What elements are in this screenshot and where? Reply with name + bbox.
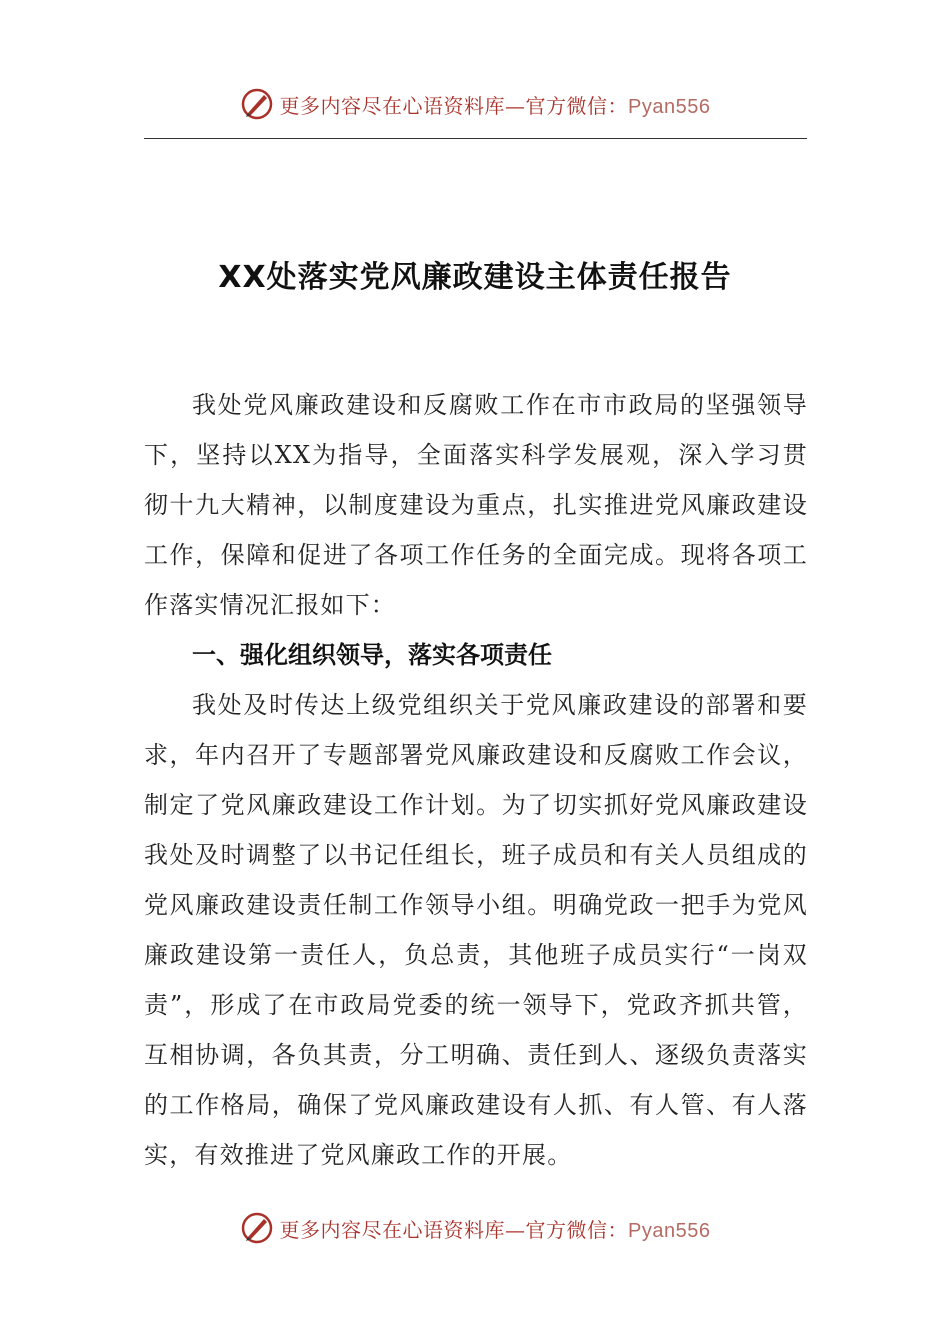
header-rule — [144, 138, 807, 139]
wechat-id: Pyan556 — [628, 95, 711, 118]
document-title: XX处落实党风廉政建设主体责任报告 — [218, 260, 732, 295]
banner-text: 更多内容尽在心语资料库—官方微信：Pyan556 — [279, 93, 711, 118]
section-heading: 一、强化组织领导，落实各项责任 — [192, 641, 552, 669]
footer-banner — [0, 1206, 950, 1250]
banner-text: 更多内容尽在心语资料库—官方微信：Pyan556 — [279, 1217, 711, 1242]
header-banner — [0, 82, 950, 126]
section-paragraph: 我处及时传达上级党组织关于党风廉政建设的部署和要求，年内召开了专题部署党风廉政建设和反腐败工作会议，制定了党风廉政建设工作计划。为了切实抓好党风廉政建设我处及时调整了以书记任组长，班子成员和有关人员组成的党风廉政建设责任制工作领导小组。明确党政一把手为党风廉政建设第一责任人，负总责，其他班子成员实行“一岗双责”，形成了在市政局党委的统一领导下，党政齐抓共管，互相协调，各负其责，分工明确、责任到人、逐级负责落实的工作格局，确保了党风廉政建设有人抓、有人管、有人落实，有效推进了党风廉政工作的开展。 — [144, 691, 808, 1169]
pen-logo-icon — [240, 87, 274, 121]
document-body — [144, 380, 808, 1180]
wechat-id: Pyan556 — [628, 1219, 711, 1242]
intro-paragraph: 我处党风廉政建设和反腐败工作在市市政局的坚强领导下，坚持以XX为指导，全面落实科学发展观，深入学习贯彻十九大精神，以制度建设为重点，扎实推进党风廉政建设工作，保障和促进了各项工作任务的全面完成。现将各项工作落实情况汇报如下： — [144, 391, 808, 619]
pen-logo-icon — [240, 1211, 274, 1245]
